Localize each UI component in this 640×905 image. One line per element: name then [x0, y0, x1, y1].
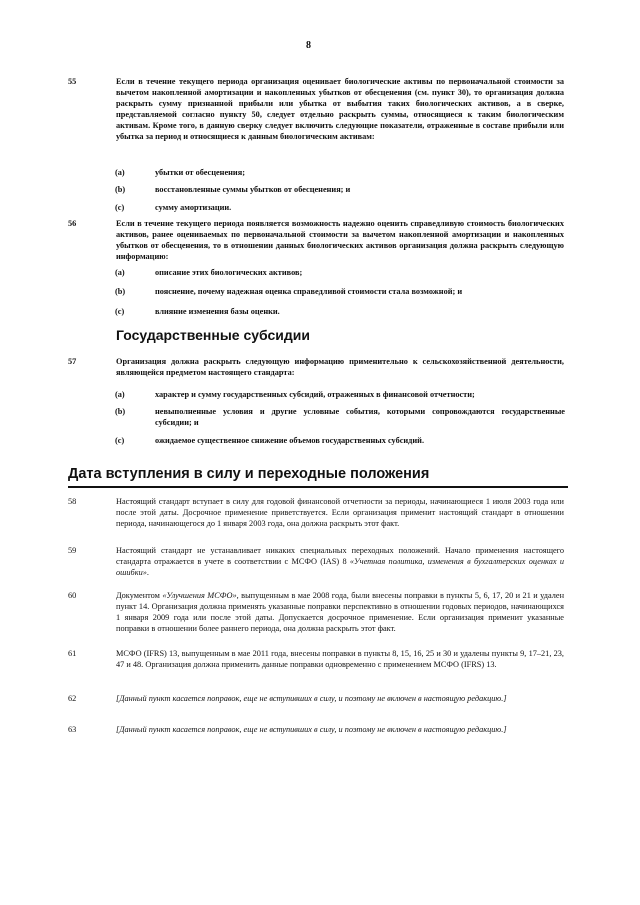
standard-title: «Учетная политика, изменения в бухгалтерских оценках и ошибки» [116, 557, 564, 577]
paragraph-text: [Данный пункт касается поправок, еще не вступивших в силу, и поэтому не включен в настоящую редакцию.] [116, 694, 507, 703]
paragraph-number: 55 [68, 77, 77, 86]
section-heading-effective-date: Дата вступления в силу и переходные положения [68, 466, 430, 482]
text-run: , выпущенным в мае 2008 года, были внесены поправки в пункты 5, 6, 17, 20 и 21 и удален пункт 14. Организация должна применять указанные поправки перспективно в отношении годовых периодов, начинающихся 1 января 2009 года или после этой даты. Допускается досрочное применение. Если организация применит указанные поправки в отношении более раннего периода, она должна раскрыть этот факт. [116, 591, 565, 633]
paragraph-number: 60 [68, 591, 77, 600]
text-run: Настоящий стандарт не устанавливает никаких специальных переходных положений. Начало применения настоящего стандарта отражается в учете в соответствии с МСФО (IAS) 8 [116, 546, 564, 566]
list-label: (a) [115, 268, 125, 277]
text-run: Документом [116, 591, 163, 600]
list-label: (b) [115, 287, 126, 296]
paragraph-text [116, 590, 564, 634]
paragraph-number: 61 [68, 649, 77, 658]
list-label: (a) [115, 390, 125, 399]
paragraph-number: 59 [68, 546, 77, 555]
list-text: характер и сумму государственных субсидий, отраженных в финансовой отчетности; [155, 390, 475, 399]
list-text: пояснение, почему надежная оценка справедливой стоимости стала возможной; и [155, 287, 463, 296]
list-label: (b) [115, 407, 126, 416]
paragraph-number: 57 [68, 357, 77, 366]
paragraph-text: Если в течение текущего периода появляется возможность надежно оценить справедливую стоимость биологических активов, ранее оцениваемых по первоначальной стоимости за вычетом накопленной амортизации и накопленных убытков от обесценения, то в отношении данных биологических активов организация должна раскрыть следующую информацию: [116, 219, 564, 261]
paragraph-number: 58 [68, 497, 77, 506]
list-label: (b) [115, 185, 126, 194]
list-text: сумму амортизации. [155, 203, 232, 212]
list-text: влияние изменения базы оценки. [155, 307, 280, 316]
paragraph-number: 63 [68, 725, 77, 734]
list-label: (c) [115, 307, 125, 316]
paragraph-text: МСФО (IFRS) 13, выпущенным в мае 2011 года, внесены поправки в пункты 8, 15, 16, 25 и 30 и удалены пункты 9, 17–21, 23, 47 и 48. Организация должна применить данные поправки одновременно с применением МСФО (IFRS) 13. [116, 649, 564, 669]
paragraph-text: Если в течение текущего периода организация оценивает биологические активы по первоначальной стоимости за вычетом накопленной амортизации и накопленных убытков от обесценения (см. пункт 30), то организация должна раскрыть сумму признанной прибыли или убытка от выбытия таких биологических активов, а в сверке, представляемой согласно пункту 50, следует отдельно раскрыть суммы, относящиеся к таким биологическим активам. Кроме того, в данную сверку следует включить следующие показатели, отраженные в составе прибыли или убытка за период и относящиеся к данным биологическим активам: [116, 77, 564, 141]
paragraph-text: Организация должна раскрыть следующую информацию применительно к сельскохозяйственной деятельности, являющейся предметом настоящего стандарта: [116, 357, 564, 377]
list-label: (c) [115, 203, 125, 212]
list-text: ожидаемое существенное снижение объемов государственных субсидий. [155, 436, 425, 445]
list-text: невыполненные условия и другие условные события, которыми сопровождаются государственные субсидии; и [155, 407, 565, 427]
list-label: (c) [115, 436, 125, 445]
list-label: (a) [115, 168, 125, 177]
text-run: . [146, 568, 149, 577]
list-text: убытки от обесценения; [155, 168, 245, 177]
paragraph-text: [Данный пункт касается поправок, еще не вступивших в силу, и поэтому не включен в настоящую редакцию.] [116, 725, 507, 734]
heading-underline [68, 486, 568, 488]
document-title: «Улучшения МСФО» [162, 591, 237, 600]
page-number: 8 [306, 40, 311, 51]
paragraph-number: 56 [68, 219, 77, 228]
section-heading-subsidies: Государственные субсидии [116, 327, 310, 343]
list-text: восстановленные суммы убытков от обесценения; и [155, 185, 351, 194]
paragraph-text: Настоящий стандарт вступает в силу для годовой финансовой отчетности за периоды, начинающиеся 1 июля 2003 года или после этой даты. Досрочное применение приветствуется. Если организация применит настоящий стандарт в отношении периода, начинающегося до 1 января 2003 года, она должна раскрыть этот факт. [116, 497, 564, 528]
list-text: описание этих биологических активов; [155, 268, 303, 277]
paragraph-number: 62 [68, 694, 77, 703]
paragraph-text [116, 545, 564, 578]
